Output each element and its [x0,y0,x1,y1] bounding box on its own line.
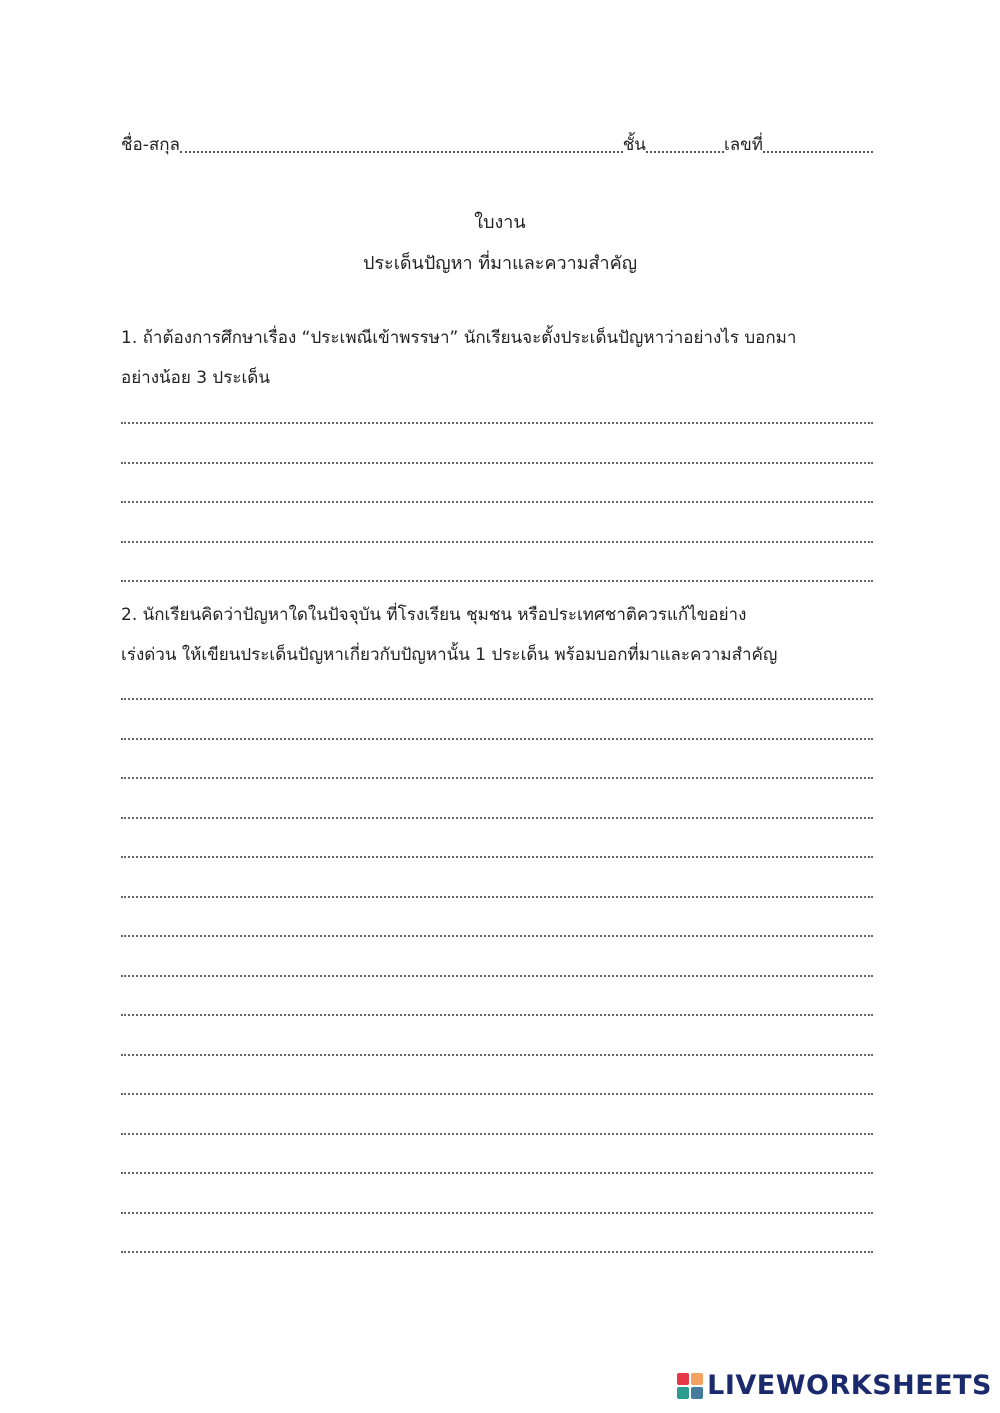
liveworksheets-logo-icon [677,1373,703,1399]
answer-line[interactable] [121,580,873,582]
logo-square [691,1373,703,1385]
answer-line[interactable] [121,1093,873,1095]
question-2-line-2: เร่งด่วน ให้เขียนประเด็นปัญหาเกี่ยวกับปัญหานั้น 1 ประเด็น พร้อมบอกที่มาและความสำคัญ [121,645,778,665]
question-2 [121,595,876,675]
logo-square [677,1387,689,1399]
logo-square [677,1373,689,1385]
answer-line[interactable] [121,777,873,779]
answer-line[interactable] [121,1133,873,1135]
number-field[interactable] [763,151,873,153]
question-1-line-2: อย่างน้อย 3 ประเด็น [121,368,270,388]
worksheet-subtitle: ประเด็นปัญหา ที่มาและความสำคัญ [362,253,638,274]
student-info-line [121,128,873,158]
answer-line[interactable] [121,1251,873,1253]
name-field[interactable] [180,151,623,153]
class-label: ชั้น [622,135,646,155]
answer-line[interactable] [121,501,873,503]
liveworksheets-logo [677,1370,992,1401]
number-label: เลขที่ [723,135,763,155]
answer-line[interactable] [121,462,873,464]
answer-line[interactable] [121,856,873,858]
question-1 [121,318,876,398]
worksheet-title: ใบงาน [474,212,526,233]
answer-line[interactable] [121,541,873,543]
answer-line[interactable] [121,1054,873,1056]
question-1-line-1: 1. ถ้าต้องการศึกษาเรื่อง “ประเพณีเข้าพรรษา” นักเรียนจะตั้งประเด็นปัญหาว่าอย่างไร บอกมา [121,328,797,348]
answer-line[interactable] [121,738,873,740]
answer-line[interactable] [121,698,873,700]
answer-line[interactable] [121,1212,873,1214]
answer-line[interactable] [121,975,873,977]
answer-line[interactable] [121,1172,873,1174]
logo-text: LIVEWORKSHEETS [707,1370,992,1401]
answer-line[interactable] [121,817,873,819]
class-field[interactable] [646,151,724,153]
answer-line[interactable] [121,1014,873,1016]
name-label: ชื่อ-สกุล [121,135,180,155]
answer-line[interactable] [121,422,873,424]
answer-line[interactable] [121,896,873,898]
question-2-line-1: 2. นักเรียนคิดว่าปัญหาใดในปัจจุบัน ที่โรงเรียน ชุมชน หรือประเทศชาติควรแก้ไขอย่าง [121,605,747,625]
logo-square [691,1387,703,1399]
answer-line[interactable] [121,935,873,937]
